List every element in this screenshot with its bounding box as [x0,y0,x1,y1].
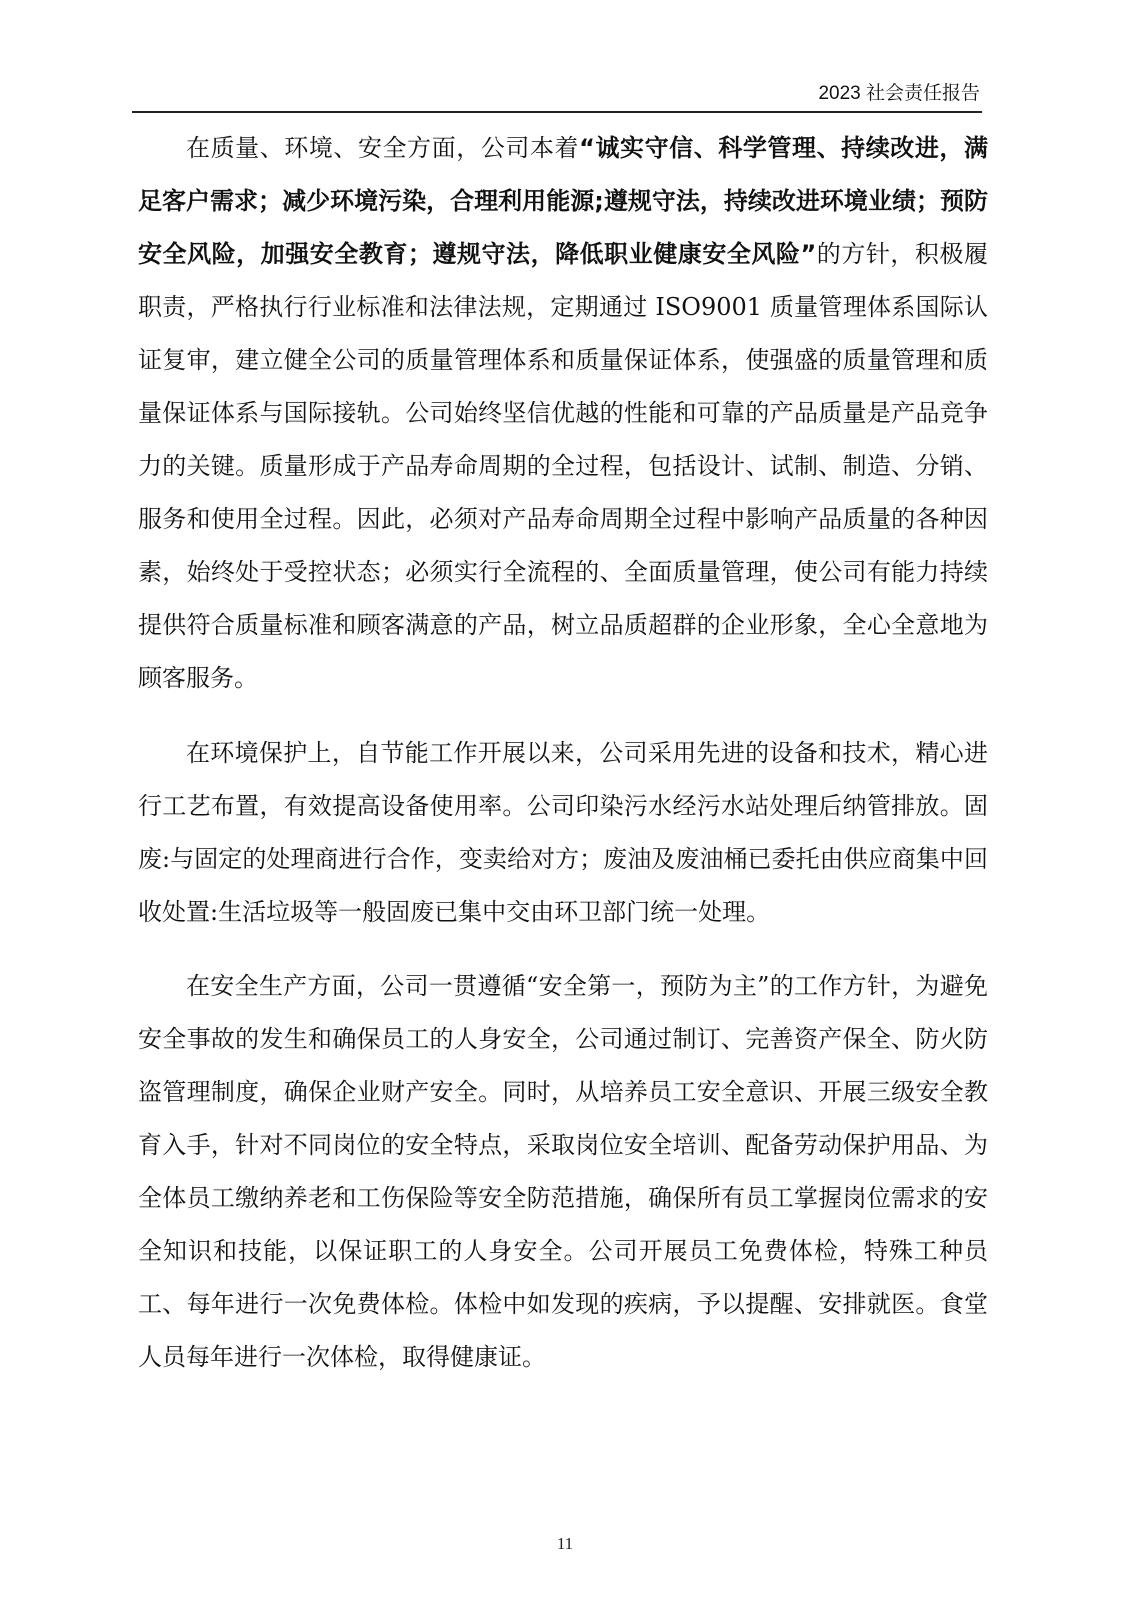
paragraph-quality-lead: 在质量、环境、安全方面，公司本着 [186,134,580,162]
report-title: 2023 社会责任报告 [818,83,980,104]
paragraph-environment: 在环境保护上，自节能工作开展以来，公司采用先进的设备和技术，精心进行工艺布置，有效提高设备使用率。公司印染污水经污水站处理后纳管排放。固废:与固定的处理商进行合作，变卖给对方；废油及废油桶已委托由供应商集中回收处置:生活垃圾等一般固废已集中交由环卫部门统一处理。 [138,739,988,926]
page-number: 11 [556,1534,574,1553]
header-divider [132,111,982,113]
paragraph-quality [138,122,988,705]
paragraph-quality-body: 的方针，积极履职责，严格执行行业标准和法律法规，定期通过 ISO9001 质量管理体系国际认证复审，建立健全公司的质量管理体系和质量保证体系，使强盛的质量管理和质量保证体系与国际接轨。公司始终坚信优越的性能和可靠的产品质量是产品竞争力的关键。质量形成于产品寿命周期的全过程，包括设计、试制、制造、分销、服务和使用全过程。因此，必须对产品寿命周期全过程中影响产品质量的各种因素，始终处于受控状态；必须实行全流程的、全面质量管理，使公司有能力持续提供符合质量标准和顾客满意的产品，树立品质超群的企业形象，全心全意地为顾客服务。 [138,240,989,692]
policy-statement: “诚实守信、科学管理、持续改进，满足客户需求；减少环境污染，合理利用能源;遵规守法，持续改进环境业绩；预防安全风险，加强安全教育；遵规守法，降低职业健康安全风险” [138,134,988,268]
paragraph-safety: 在安全生产方面，公司一贯遵循“安全第一，预防为主”的工作方针，为避免安全事故的发生和确保员工的人身安全，公司通过制订、完善资产保全、防火防盗管理制度，确保企业财产安全。同时，从培养员工安全意识、开展三级安全教育入手，针对不同岗位的安全特点，采取岗位安全培训、配备劳动保护用品、为全体员工缴纳养老和工伤保险等安全防范措施，确保所有员工掌握岗位需求的安全知识和技能，以保证职工的人身安全。公司开展员工免费体检，特殊工种员工、每年进行一次免费体检。体检中如发现的疾病，予以提醒、安排就医。食堂人员每年进行一次体检，取得健康证。 [138,972,988,1371]
